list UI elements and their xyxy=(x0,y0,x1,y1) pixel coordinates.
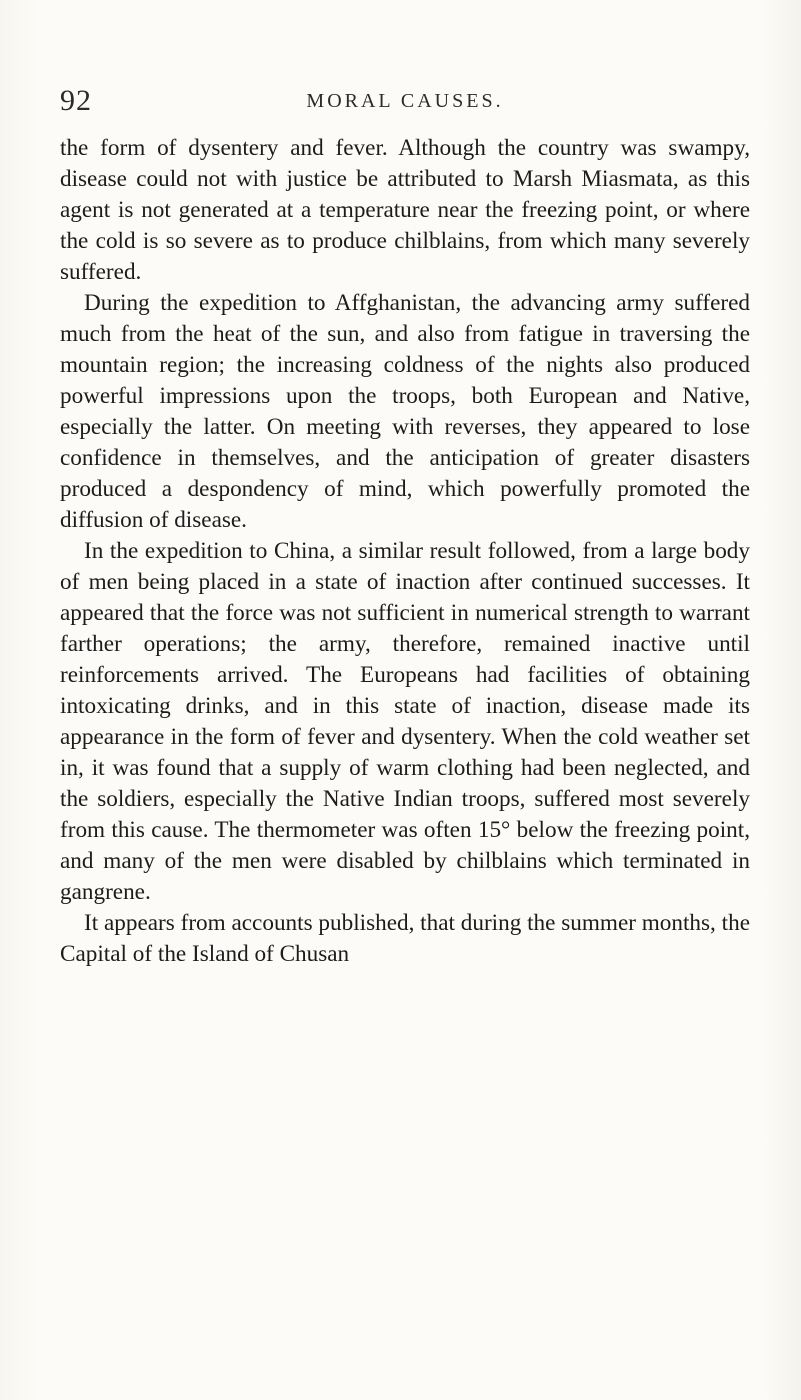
body-text xyxy=(60,133,750,970)
running-head xyxy=(60,84,750,124)
page-number: 92 xyxy=(60,84,92,117)
running-title: MORAL CAUSES. xyxy=(306,90,504,112)
paragraph-chusan: It appears from accounts published, that during the summer months, the Capital of the Island of Chusan xyxy=(60,910,750,967)
paragraph-affghanistan: During the expedition to Affghanistan, the advancing army suffered much from the heat of the sun, and also from fatigue in traversing the mountain region; the increasing coldness of the nights also produced powerful impressions upon the troops, both European and Native, especially the latter. On meeting with reverses, they appeared to lose confidence in themselves, and the anticipation of greater disasters produced a despondency of mind, which powerfully promoted the diffusion of disease. xyxy=(60,290,750,533)
paragraph-china: In the expedition to China, a similar result followed, from a large body of men being placed in a state of inaction after continued successes. It appeared that the force was not sufficient in numerical strength to warrant farther operations; the army, therefore, remained inactive until reinforcements arrived. The Europeans had facilities of obtaining intoxicating drinks, and in this state of inaction, disease made its appearance in the form of fever and dysentery. When the cold weather set in, it was found that a supply of warm clothing had been neglected, and the soldiers, especially the Native Indian troops, suffered most severely from this cause. The thermometer was often 15° below the freezing point, and many of the men were disabled by chilblains which terminated in gangrene. xyxy=(60,538,750,905)
paragraph-continuation: the form of dysentery and fever. Although the country was swampy, disease could not with justice be attributed to Marsh Miasmata, as this agent is not generated at a temperature near the freezing point, or where the cold is so severe as to produce chilblains, from which many severely suffered. xyxy=(60,135,750,285)
